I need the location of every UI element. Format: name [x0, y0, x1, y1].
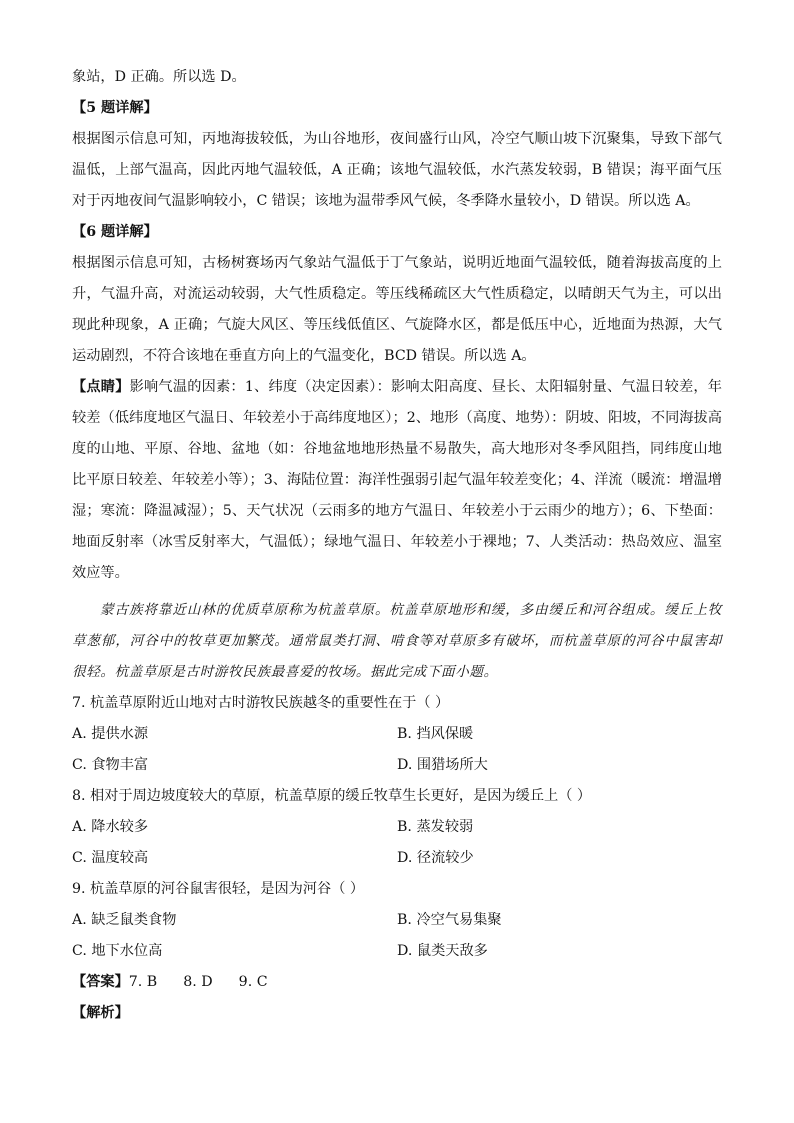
q5-detail-heading: 【5 题详解】	[72, 100, 158, 116]
question-9-option-a: A. 缺乏鼠类食物	[72, 912, 177, 928]
answer-line	[72, 967, 722, 998]
question-7-option-b: B. 挡风保暖	[397, 726, 474, 742]
question-9-option-d: D. 鼠类天敌多	[397, 943, 488, 959]
analysis-label: 【解析】	[72, 1005, 129, 1021]
question-7-option-a: A. 提供水源	[72, 726, 149, 742]
question-9-options-row-2	[72, 936, 722, 967]
question-8-option-d: D. 径流较少	[397, 850, 474, 866]
question-9-stem: 9. 杭盖草原的河谷鼠害很轻，是因为河谷（ ）	[72, 881, 365, 897]
document-page	[72, 62, 722, 1029]
question-7-option-d: D. 围猎场所大	[397, 757, 488, 773]
question-8-option-c: C. 温度较高	[72, 850, 149, 866]
question-7-stem: 7. 杭盖草原附近山地对古时游牧民族越冬的重要性在于（ ）	[72, 695, 450, 711]
question-8-option-a: A. 降水较多	[72, 819, 149, 835]
answer-item-9: 9. C	[238, 974, 268, 990]
question-9-option-c: C. 地下水位高	[72, 943, 163, 959]
key-point-text: 影响气温的因素：1、纬度（决定因素）：影响太阳高度、昼长、太阳辐射量、气温日较差，年较差（低纬度地区气温日、年较差小于高纬度地区）；2、地形（高度、地势）：阴坡、阳坡，不同海拔高度的山地、平原、谷地、盆地（如：谷地盆地地形热量不易散失，高大地形对冬季风阻挡，同纬度山地比平原日较差、年较差小等）；3、海陆位置：海洋性强弱引起气温年较差变化；4、洋流（暖流：增温增湿；寒流：降温减湿）；5、天气状况（云雨多的地方气温日、年较差小于云雨少的地方）；6、下垫面：地面反射率（冰雪反射率大，气温低）；绿地气温日、年较差小于裸地；7、人类活动：热岛效应、温室效应等。	[72, 379, 722, 581]
question-7-options-row-2	[72, 750, 722, 781]
question-8-options-row-2	[72, 843, 722, 874]
answer-item-7: 7. B	[128, 974, 158, 990]
question-9-option-b: B. 冷空气易集聚	[397, 912, 502, 928]
analysis-heading	[72, 998, 722, 1029]
question-7-options-row-1	[72, 719, 722, 750]
question-8-stem: 8. 相对于周边坡度较大的草原，杭盖草原的缓丘牧草生长更好，是因为缓丘上（ ）	[72, 788, 592, 804]
reading-passage: 蒙古族将靠近山林的优质草原称为杭盖草原。杭盖草原地形和缓，多由缓丘和河谷组成。缓丘上牧草葱郁，河谷中的牧草更加繁茂。通常鼠类打洞、啃食等对草原多有破坏，而杭盖草原的河谷中鼠害却很轻。杭盖草原是古时游牧民族最喜爱的牧场。据此完成下面小题。	[72, 602, 722, 680]
key-point-label: 【点睛】	[72, 379, 130, 395]
question-8-options-row-1	[72, 812, 722, 843]
question-7-option-c: C. 食物丰富	[72, 757, 149, 773]
key-point-paragraph	[72, 372, 722, 589]
q5-detail-text: 根据图示信息可知，丙地海拔较低，为山谷地形，夜间盛行山风，冷空气顺山坡下沉聚集，导致下部气温低，上部气温高，因此丙地气温较低，A 正确；该地气温较低，水汽蒸发较弱，B 错误；海平面气压对于丙地夜间气温影响较小，C 错误；该地为温带季风气候，冬季降水量较小，D 错误。所以选 A。	[72, 131, 722, 209]
q6-detail-heading: 【6 题详解】	[72, 224, 158, 240]
q6-detail-text: 根据图示信息可知，古杨树赛场丙气象站气温低于丁气象站，说明近地面气温较低，随着海拔高度的上升，气温升高，对流运动较弱，大气性质稳定。等压线稀疏区大气性质稳定，以晴朗天气为主，可以出现此种现象，A 正确；气旋大风区、等压线低值区、气旋降水区，都是低压中心，近地面为热源，大气运动剧烈，不符合该地在垂直方向上的气温变化，BCD 错误。所以选 A。	[72, 255, 722, 364]
answer-label: 【答案】	[72, 974, 129, 990]
answer-item-8: 8. D	[183, 974, 213, 990]
continuation-text: 象站，D 正确。所以选 D。	[72, 69, 246, 85]
question-8-option-b: B. 蒸发较弱	[397, 819, 474, 835]
question-9-options-row-1	[72, 905, 722, 936]
